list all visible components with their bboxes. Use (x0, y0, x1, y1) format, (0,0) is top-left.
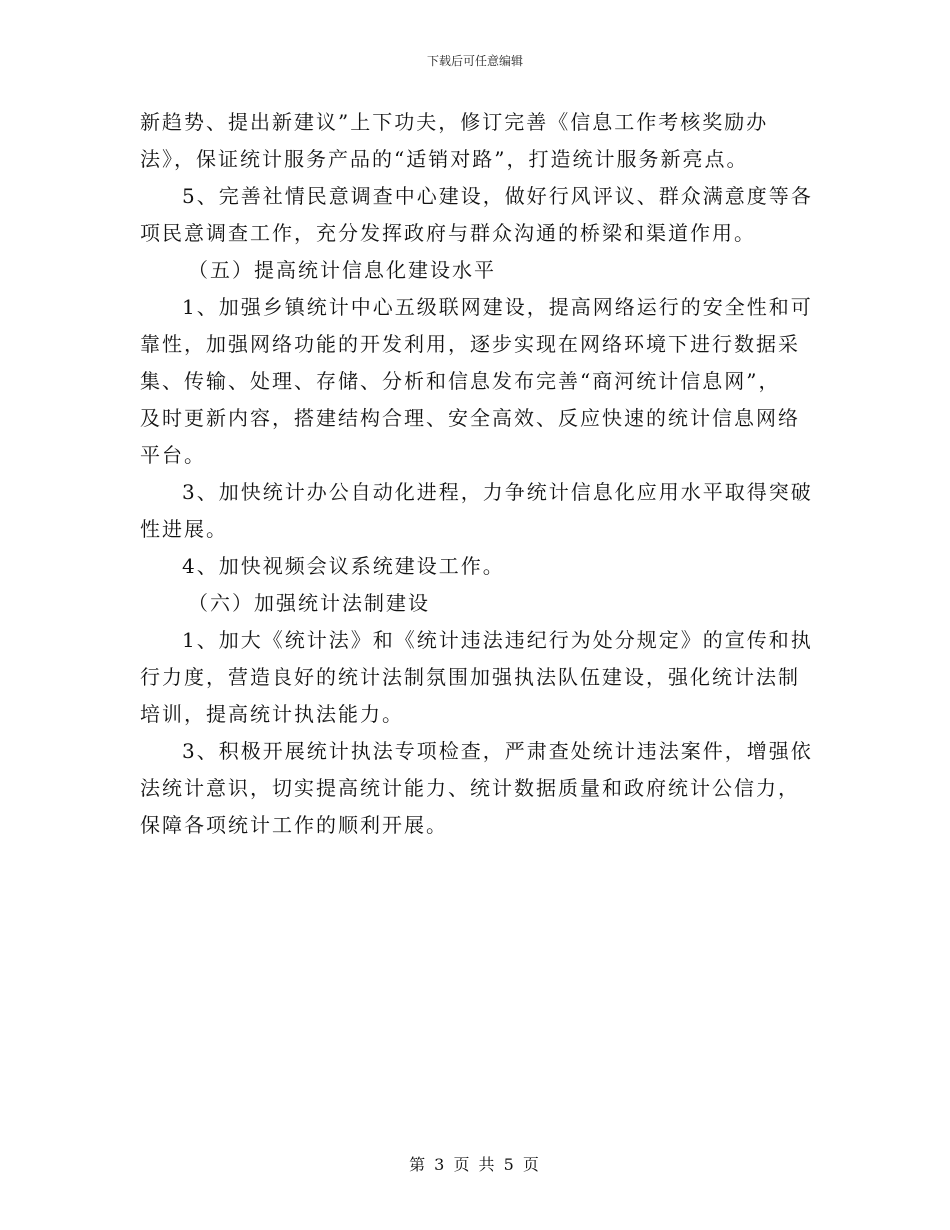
paragraph-line: 项民意调查工作，充分发挥政府与群众沟通的桥梁和渠道作用。 (140, 221, 756, 245)
paragraph-line: 行力度，营造良好的统计法制氛围加强执法队伍建设，强化统计法制 (140, 665, 800, 689)
paragraph-line: 3、积极开展统计执法专项检查，严肃查处统计违法案件，增强依 (182, 739, 813, 763)
paragraph-line: 及时更新内容，搭建结构合理、安全高效、反应快速的统计信息网络 (140, 406, 800, 430)
document-body (140, 104, 812, 844)
paragraph-line: 保障各项统计工作的顺利开展。 (140, 813, 448, 837)
page-number: 第 3 页 共 5 页 (409, 1155, 541, 1174)
paragraph-line: 法统计意识，切实提高统计能力、统计数据质量和政府统计公信力， (140, 776, 800, 800)
page-header: 下载后可任意编辑 (426, 54, 523, 68)
paragraph-line: 新趋势、提出新建议”上下功夫，修订完善《信息工作考核奖励办 (140, 110, 769, 134)
paragraph-line: 4、加快视频会议系统建设工作。 (182, 554, 505, 578)
paragraph-line: 靠性，加强网络功能的开发利用，逐步实现在网络环境下进行数据采 (140, 332, 800, 356)
paragraph-line: 集、传输、处理、存储、分析和信息发布完善“商河统计信息网”， (140, 369, 781, 393)
paragraph-line: 培训，提高统计执法能力。 (140, 702, 404, 726)
section-heading: （五）提高统计信息化建设水平 (188, 258, 496, 282)
paragraph-line: 1、加大《统计法》和《统计违法违纪行为处分规定》的宣传和执 (182, 628, 813, 652)
paragraph-line: 法》，保证统计服务产品的“适销对路”，打造统计服务新亮点。 (140, 147, 749, 171)
paragraph-line: 1、加强乡镇统计中心五级联网建设，提高网络运行的安全性和可 (182, 295, 813, 319)
paragraph-line: 5、完善社情民意调查中心建设，做好行风评议、群众满意度等各 (182, 184, 813, 208)
paragraph-line: 性进展。 (140, 517, 228, 541)
paragraph-line: 平台。 (140, 443, 206, 467)
section-heading: （六）加强统计法制建设 (188, 591, 430, 615)
paragraph-line: 3、加快统计办公自动化进程，力争统计信息化应用水平取得突破 (182, 480, 813, 504)
